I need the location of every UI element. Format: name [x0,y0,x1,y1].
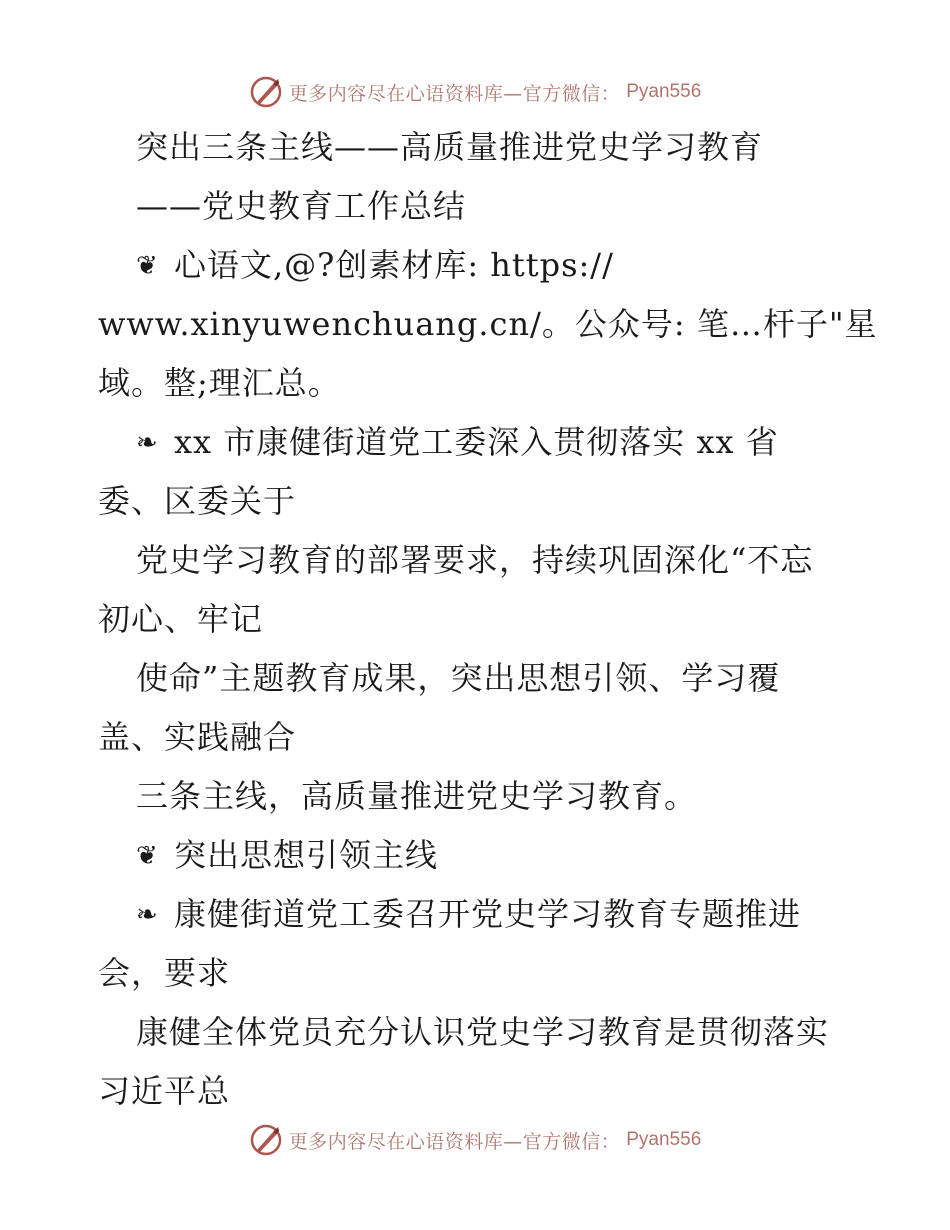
document-line-text: 使命”主题教育成果，突出思想引领、学习覆 [136,659,781,697]
document-line [98,472,858,531]
document-line-text: 域。整;理汇总。 [98,364,341,402]
document-line [98,708,858,767]
fleuron-bullet-icon: ❦ [136,841,158,871]
footer-banner [0,1120,950,1160]
document-line [98,177,858,236]
document-line-text: 委、区委关于 [98,482,297,520]
document-line-text: 三条主线，高质量推进党史学习教育。 [136,777,698,815]
document-line [98,885,858,944]
fleuron-bullet-icon: ❧ [136,428,158,458]
document-line [98,590,858,649]
fleuron-bullet-icon: ❦ [136,251,158,281]
document-line-text: ——党史教育工作总结 [136,187,467,225]
document-line [98,413,858,472]
document-line-text: www.xinyuwenchuang.cn/。公众号: 笔…杆子"星 [98,305,878,343]
header-banner-inner [249,75,702,109]
document-line-text: 会，要求 [98,954,231,992]
quill-pen-logo-icon [249,1123,283,1157]
document-line-text: 习近平总 [98,1072,231,1110]
footer-brand-id: Pyan556 [626,1129,702,1150]
document-line-text: 心语文,@?创素材库: https:// [174,246,614,284]
document-line-text: 康健全体党员充分认识党史学习教育是贯彻落实 [136,1013,830,1051]
document-line [98,1062,858,1121]
document-line [98,236,858,295]
header-brand-id: Pyan556 [626,81,702,102]
document-line [98,354,858,413]
footer-banner-inner [249,1123,702,1157]
document-line-text: 初心、牢记 [98,600,264,638]
document-line-text: 盖、实践融合 [98,718,297,756]
document-line [98,649,858,708]
document-line [98,531,858,590]
header-banner [0,72,950,112]
header-brand-text: 更多内容尽在心语资料库—官方微信： [288,82,621,105]
document-line [98,118,858,177]
document-line-text: 党史学习教育的部署要求，持续巩固深化“不忘 [136,541,814,579]
fleuron-bullet-icon: ❧ [136,900,158,930]
document-line-text: 突出三条主线——高质量推进党史学习教育 [136,128,764,166]
document-line-text: 康健街道党工委召开党史学习教育专题推进 [174,895,802,933]
document-line [98,826,858,885]
document-line [98,295,878,354]
document-line [98,944,858,1003]
document-line-text: 突出思想引领主线 [174,836,439,874]
quill-pen-logo-icon [249,75,283,109]
document-line [98,767,858,826]
footer-brand-text: 更多内容尽在心语资料库—官方微信： [288,1130,621,1153]
document-line [98,1003,858,1062]
document-line-text: xx 市康健街道党工委深入贯彻落实 xx 省 [174,423,779,461]
document-body [98,118,878,1121]
